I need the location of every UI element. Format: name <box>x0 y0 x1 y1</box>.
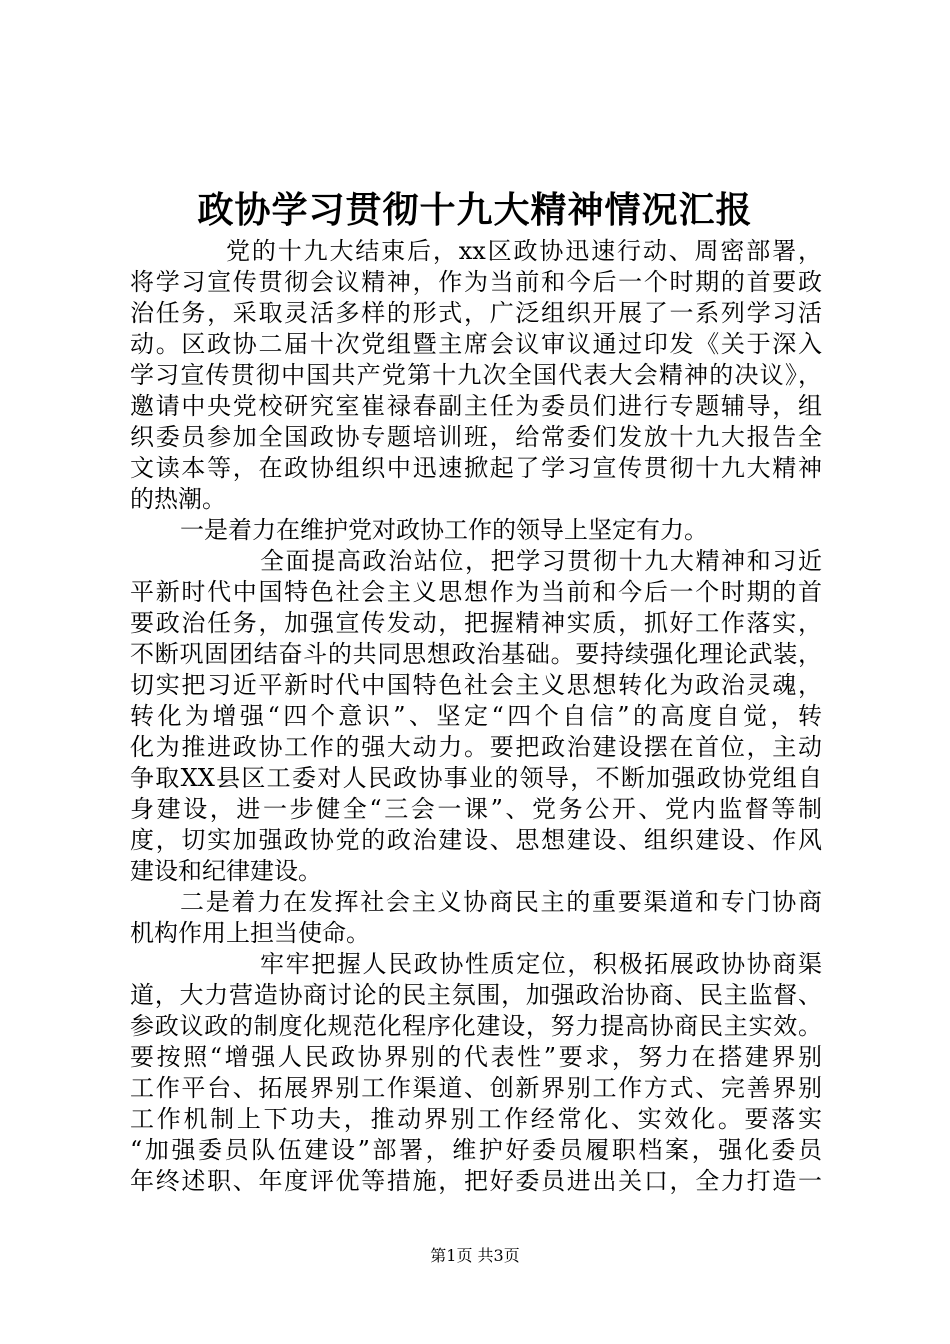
body-line: 全面提高政治站位，把学习贯彻十九大精神和习近 <box>260 547 822 575</box>
body-line: 参政议政的制度化规范化程序化建设，努力提高协商民主实效。 <box>130 1012 822 1040</box>
body-line: 要政治任务，加强宣传发动，把握精神实质，抓好工作落实， <box>130 609 822 637</box>
body-line: 织委员参加全国政协专题培训班，给常委们发放十九大报告全 <box>130 423 822 451</box>
document-body <box>130 236 822 1197</box>
body-line: 文读本等，在政协组织中迅速掀起了学习宣传贯彻十九大精神 <box>130 454 822 482</box>
body-line: 治任务，采取灵活多样的形式，广泛组织开展了一系列学习活 <box>130 299 822 327</box>
body-line: 学习宣传贯彻中国共产党第十九次全国代表大会精神的决议》， <box>130 361 822 389</box>
body-line: 化为推进政协工作的强大动力。要把政治建设摆在首位，主动 <box>130 733 822 761</box>
body-line: 牢牢把握人民政协性质定位，积极拓展政协协商渠 <box>260 950 822 978</box>
body-line: 转化为增强“四个意识”、坚定“四个自信”的高度自觉，转 <box>130 702 822 730</box>
document-title: 政协学习贯彻十九大精神情况汇报 <box>197 189 753 231</box>
body-line: 道，大力营造协商讨论的民主氛围，加强政治协商、民主监督、 <box>130 981 822 1009</box>
body-line: “加强委员队伍建设”部署，维护好委员履职档案，强化委员 <box>130 1136 822 1164</box>
body-line: 要按照“增强人民政协界别的代表性”要求，努力在搭建界别 <box>130 1043 822 1071</box>
body-line: 将学习宣传贯彻会议精神，作为当前和今后一个时期的首要政 <box>130 268 822 296</box>
body-line: 身建设，进一步健全“三会一课”、党务公开、党内监督等制 <box>130 795 822 823</box>
body-line: 的热潮。 <box>130 485 226 513</box>
body-line: 党的十九大结束后，xx区政协迅速行动、周密部署， <box>226 237 822 265</box>
body-line: 度，切实加强政协党的政治建设、思想建设、组织建设、作风 <box>130 826 822 854</box>
body-line: 切实把习近平新时代中国特色社会主义思想转化为政治灵魂， <box>130 671 822 699</box>
section-heading-continued: 机构作用上担当使命。 <box>130 919 370 947</box>
body-line: 建设和纪律建设。 <box>130 857 322 885</box>
body-line: 争取XX县区工委对人民政协事业的领导，不断加强政协党组自 <box>130 764 822 792</box>
body-line: 平新时代中国特色社会主义思想作为当前和今后一个时期的首 <box>130 578 822 606</box>
body-line: 不断巩固团结奋斗的共同思想政治基础。要持续强化理论武装， <box>130 640 822 668</box>
body-line: 工作平台、拓展界别工作渠道、创新界别工作方式、完善界别 <box>130 1074 822 1102</box>
body-line: 年终述职、年度评优等措施，把好委员进出关口，全力打造一 <box>130 1167 822 1195</box>
body-line: 工作机制上下功夫，推动界别工作经常化、实效化。要落实 <box>130 1105 822 1133</box>
body-line: 邀请中央党校研究室崔禄春副主任为委员们进行专题辅导，组 <box>130 392 822 420</box>
section-heading: 二是着力在发挥社会主义协商民主的重要渠道和专门协商 <box>180 888 822 916</box>
section-heading: 一是着力在维护党对政协工作的领导上坚定有力。 <box>180 516 708 544</box>
page-number-footer: 第1页 共3页 <box>430 1246 520 1265</box>
body-line: 动。区政协二届十次党组暨主席会议审议通过印发《关于深入 <box>130 330 822 358</box>
